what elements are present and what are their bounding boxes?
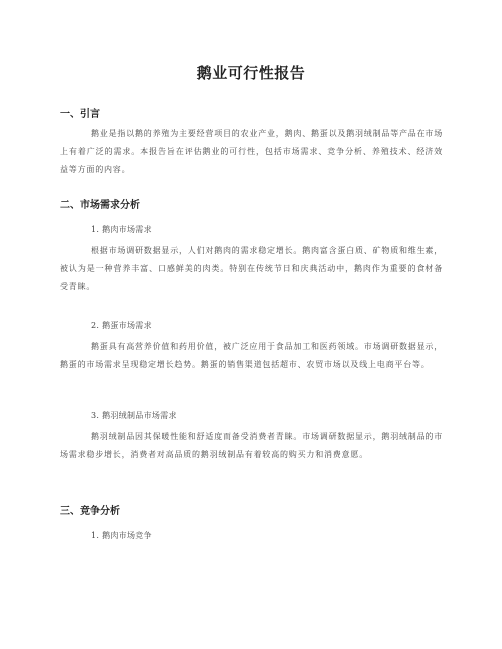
paragraph-goose-down-demand: 鹅羽绒制品因其保暖性能和舒适度而备受消费者青睐。市场调研数据显示，鹅羽绒制品的市场需求稳步增长，消费者对高品质的鹅羽绒制品有着较高的购买力和消费意愿。: [60, 432, 443, 459]
document-title: 鹅业可行性报告: [196, 64, 306, 82]
subheading-goose-meat-competition: 1. 鹅肉市场竞争: [91, 531, 152, 540]
subheading-goose-down-demand: 3. 鹅羽绒制品市场需求: [91, 411, 177, 420]
paragraph-goose-meat-demand: 根据市场调研数据显示，人们对鹅肉的需求稳定增长。鹅肉富含蛋白质、矿物质和维生素，被认为是一种营养丰富、口感鲜美的肉类。特别在传统节日和庆典活动中，鹅肉作为重要的食材备受青睐。: [60, 246, 443, 291]
section-heading-introduction: 一、引言: [60, 109, 100, 120]
section-heading-competition: 三、竞争分析: [60, 506, 120, 517]
subheading-goose-egg-demand: 2. 鹅蛋市场需求: [91, 321, 152, 330]
paragraph-introduction: 鹅业是指以鹅的养殖为主要经营项目的农业产业，鹅肉、鹅蛋以及鹅羽绒制品等产品在市场上有着广泛的需求。本报告旨在评估鹅业的可行性，包括市场需求、竞争分析、养殖技术、经济效益等方面的内容。: [60, 129, 443, 174]
subheading-goose-meat-demand: 1. 鹅肉市场需求: [91, 225, 152, 234]
paragraph-goose-egg-demand: 鹅蛋具有高营养价值和药用价值，被广泛应用于食品加工和医药领域。市场调研数据显示，鹅蛋的市场需求呈现稳定增长趋势。鹅蛋的销售渠道包括超市、农贸市场以及线上电商平台等。: [60, 342, 443, 369]
section-heading-market-demand: 二、市场需求分析: [60, 200, 140, 211]
